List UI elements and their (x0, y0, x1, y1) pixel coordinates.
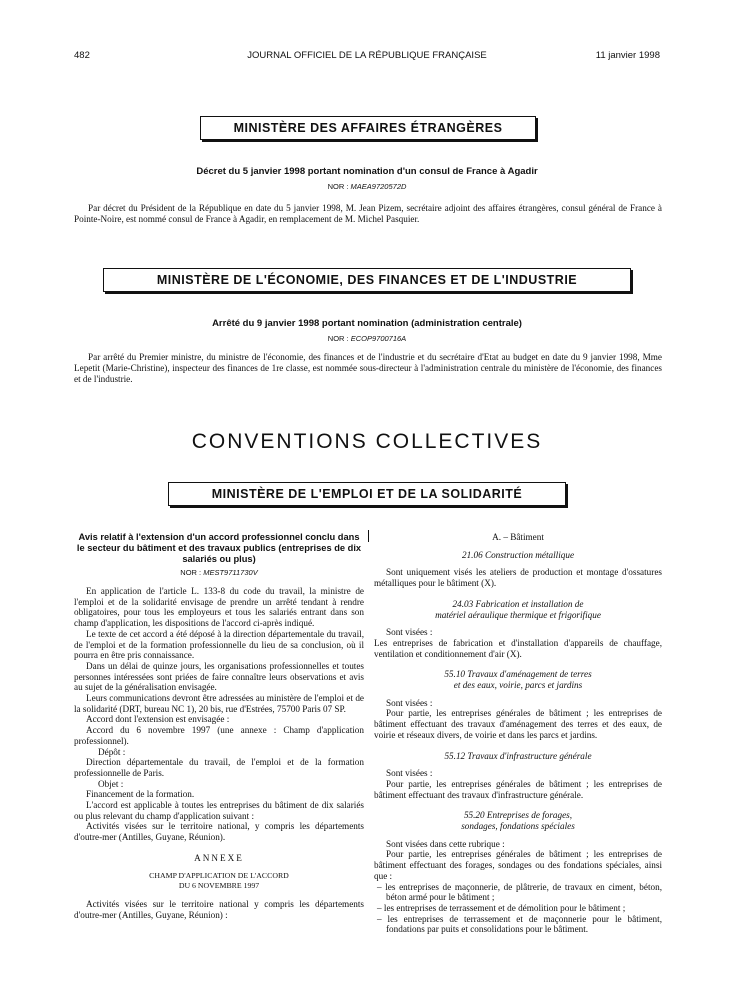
avis-p4: Leurs communications devront être adressées au ministère de l'emploi et de la solidarité (DRT, bureau NC 1), 20 bis, rue d'Estrées, 75700 Paris 07 SP. (74, 693, 364, 714)
code-24-03-visees: Sont visées : (386, 627, 433, 638)
avis-body (74, 586, 364, 920)
right-column (374, 532, 662, 935)
batiment-heading: A. – Bâtiment (492, 532, 544, 542)
page-header (74, 50, 660, 64)
depot-heading: Dépôt : (98, 746, 126, 757)
list-item: – les entreprises de maçonnerie, de plâtrerie, de travaux en ciment, béton, béton armé pour le bâtiment ; (377, 881, 662, 903)
champ-line-2: DU 6 NOVEMBRE 1997 (178, 881, 260, 891)
ministry-emploi: MINISTÈRE DE L'EMPLOI ET DE LA SOLIDARITÉ (168, 482, 566, 506)
page-number: 482 (74, 50, 90, 61)
decree-title: Décret du 5 janvier 1998 portant nomination d'un consul de France à Agadir (196, 166, 538, 177)
code-55-10-line1: 55.10 Travaux d'aménagement de terres (444, 669, 592, 680)
code-55-20-text: Pour partie, les entreprises générales de bâtiment ; les entreprises de bâtiment effectuant des forages, sondages ou des fondations spéciales, ainsi que : (374, 849, 662, 881)
avis-p7: Direction départementale du travail, de l'emploi et de la formation professionnelle de Paris. (74, 757, 364, 778)
avis-p1: En application de l'article L. 133-8 du code du travail, la ministre de l'emploi et de la solidarité envisage de prendre un arrêté tendant à rendre obligatoires, pour tous les employeurs et tous les salariés entrant dans son champ d'application, les dispositions de l'accord ci-après indiqué. (74, 586, 364, 629)
avis-p11: Activités visées sur le territoire national y compris les départements d'outre-mer (Antilles, Guyane, Réunion) : (74, 898, 364, 920)
arrete-body (74, 352, 662, 385)
nor-label: NOR : (327, 334, 349, 343)
code-55-12-text: Pour partie, les entreprises générales de bâtiment ; les entreprises de bâtiment effectuant des travaux d'infrastructure générale. (374, 778, 662, 800)
list-item: – les entreprises de terrassement et de démolition pour le bâtiment ; (377, 902, 626, 913)
avis-p2: Le texte de cet accord a été déposé à la direction départementale du travail, de l'emploi et de la formation professionnelle du lieu de sa conclusion, où il pourra en être pris connaissance. (74, 628, 364, 661)
code-21-06-text: Sont uniquement visés les ateliers de production et montage d'ossatures métalliques pour le bâtiment (X). (374, 567, 662, 589)
arrete-title: Arrêté du 9 janvier 1998 portant nomination (administration centrale) (212, 318, 522, 329)
code-55-12: 55.12 Travaux d'infrastructure générale (444, 750, 592, 761)
avis-p6: Accord du 6 novembre 1997 (une annexe : Champ d'application professionnel). (74, 725, 364, 746)
avis-nor (74, 568, 364, 577)
ministry-economie: MINISTÈRE DE L'ÉCONOMIE, DES FINANCES ET DE L'INDUSTRIE (103, 268, 631, 292)
code-21-06: 21.06 Construction métallique (461, 549, 575, 560)
code-55-10-text: Pour partie, les entreprises générales de bâtiment ; les entreprises de bâtiment effectuant des travaux d'aménagement des terres et des eaux, de voirie et réseaux divers, de voirie et dans les parcs et jardins. (374, 708, 662, 740)
champ-line-1: CHAMP D'APPLICATION DE L'ACCORD (149, 870, 289, 880)
code-55-20-visees: Sont visées dans cette rubrique : (386, 838, 505, 849)
arrete-nor (74, 334, 660, 343)
ministry-affaires-etrangeres: MINISTÈRE DES AFFAIRES ÉTRANGÈRES (200, 116, 536, 140)
nor-code: ECOP9700716A (350, 334, 407, 343)
issue-date: 11 janvier 1998 (595, 50, 660, 61)
nor-label: NOR : (327, 182, 349, 191)
code-55-20-line1: 55.20 Entreprises de forages, (463, 810, 573, 821)
avis-p9: L'accord est applicable à toutes les entreprises du bâtiment de dix salariés ou plus relevant du champ d'application suivant : (74, 800, 364, 821)
code-55-10-visees: Sont visées : (386, 697, 433, 708)
section-heading: CONVENTIONS COLLECTIVES (191, 430, 543, 453)
nor-code: MAEA9720572D (350, 182, 407, 191)
avis-title: Avis relatif à l'extension d'un accord professionnel conclu dans le secteur du bâtiment et des travaux publics (entreprises de dix salariés ou plus) (76, 532, 362, 564)
column-rule (368, 530, 369, 542)
avis-p8: Financement de la formation. (86, 789, 195, 800)
code-24-03-text: Les entreprises de fabrication et d'installation d'appareils de chauffage, ventilation et conditionnement d'air (X). (374, 637, 662, 659)
code-55-10-line2: et des eaux, voirie, parcs et jardins (453, 680, 583, 691)
decree-paragraph: Par décret du Président de la République en date du 5 janvier 1998, M. Jean Pizem, secrétaire adjoint des affaires étrangères, consul général de France à Pointe-Noire, est nommé consul de France à Agadir, en remplacement de M. Michel Pasquier. (74, 203, 662, 224)
avis-p5: Accord dont l'extension est envisagée : (86, 714, 230, 725)
entreprises-list (374, 882, 662, 936)
nor-label: NOR : (180, 568, 202, 577)
code-24-03-line1: 24.03 Fabrication et installation de (452, 598, 584, 609)
code-55-20-line2: sondages, fondations spéciales (461, 821, 575, 832)
arrete-paragraph: Par arrêté du Premier ministre, du ministre de l'économie, des finances et de l'industrie et du secrétaire d'Etat au budget en date du 9 janvier 1998, Mme Lepetit (Marie-Christine), inspecteur des finances de 1re classe, est nommée sous-directeur à l'administration centrale du ministère de l'économie, des finances et de l'industrie. (74, 352, 662, 384)
code-24-03-line2: matériel aéraulique thermique et frigorifique (435, 609, 601, 620)
decree-body (74, 203, 662, 225)
objet-heading: Objet : (98, 778, 124, 789)
journal-title: JOURNAL OFFICIEL DE LA RÉPUBLIQUE FRANÇAISE (247, 50, 487, 61)
annexe-heading: ANNEXE (194, 852, 244, 863)
avis-p3: Dans un délai de quinze jours, les organisations professionnelles et toutes personnes intéressées sont priées de faire connaître leurs observations et avis au sujet de la généralisation envisagée. (74, 660, 364, 693)
list-item: – les entreprises de terrassement et de maçonnerie pour le bâtiment, fondations par puits et consolidations pour le bâtiment. (377, 913, 662, 935)
avis-p10: Activités visées sur le territoire national, y compris les départements d'outre-mer (Antilles, Guyane, Réunion). (74, 821, 364, 843)
left-column (74, 532, 364, 920)
nor-code: MEST9711730V (203, 568, 258, 577)
decree-nor (74, 182, 660, 191)
code-55-12-visees: Sont visées : (386, 768, 433, 779)
